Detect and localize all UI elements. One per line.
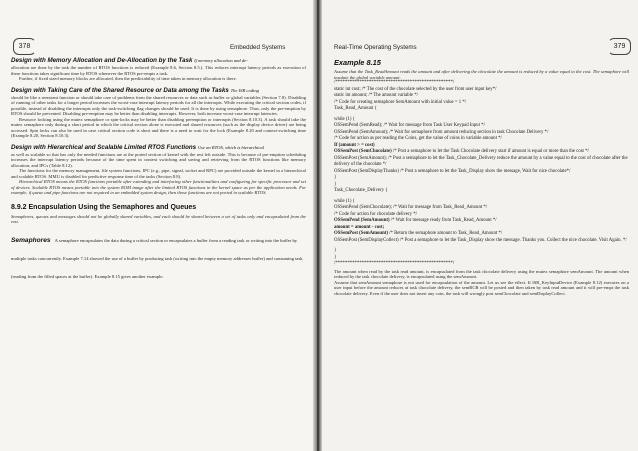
code-line: } (334, 175, 337, 180)
code-line: OSSemPost (SemAmount); /* Post a semaphore to let the Task_Chocolate_Delivery reduce the amount by a value equal to the cost of chocolate after the delivery of the chocolate */ (334, 155, 628, 167)
code-line: If (amount > = cost) (334, 142, 375, 148)
heading-shared-resource: Design with Taking Care of the Shared Resource or Data among the Tasks The ISR coding (11, 86, 259, 94)
code-line: amount = amount - cost; (334, 224, 385, 230)
para-shared-resource: should be like a reentrant function or should take care of problems from the shared resources or data such as buffer or global variables (Section 7.8). Disabling of running of other tasks for a longer period increases the worst-case interrupt latency periods for all the interrupts. While executing the critical section codes, if possible, instead of disabling the interrupts only the task-switching flag changes should be used. It is done by using semaphore. Thus, only the pre-emption by RTOS should be prevented. Disabling pre-emption may be better than disabling interrupts. However, both increase worst-case interrupt latencies. (11, 94, 306, 116)
code-line: /* Code for action as per reading the Coins, get the value of coins in variable amount */ (334, 136, 502, 141)
para-resource-locking: Resource locking using the mutex semaphore or spin-locks may be better than disabling preemption or interrupts (Section 8.10.3). A task should take the mutex semaphore only during a short period in which the critical section alone is executed and shared resources (such as the display device driver) are being accessed. Spin locks can also be used in case critical section code is short and there is a need to wait for the lock (Example 8.20 and context-switching time (Example 8.20, Section 8.10.3). (11, 116, 306, 138)
code-line: OSSemPost (SemDisplayCollect) /* Post a semaphore to let the Task_Display show the message. Thanks you. Collect the nice chocolate. Visit Again. */ (334, 237, 627, 243)
left-content (11, 57, 306, 283)
code-block (334, 87, 629, 262)
para-memory-management: The functions for the memory management, file system functions, IPC (e.g., pipe, signal, socket and RPC) are provided outside the kernel in a hierarchical and scalable RTOS. MMU is disabled for predictive response time of the tasks (Section 8.8). (11, 168, 306, 179)
code-line: static int amount; /* The amount variable */ (334, 93, 418, 98)
code-line: } (334, 181, 337, 187)
heading-memory-allocation: Design with Memory Allocation and De-Allocation by the Task If memory allocation and de- (11, 57, 248, 64)
code-line: while (1) { (334, 198, 355, 204)
code-separator-bottom: /*************************************************/ (334, 261, 455, 266)
code-line: } (334, 248, 337, 253)
left-page (0, 0, 313, 451)
code-line: /* Code for creating semaphore SemAmount with initial value = 1 */ (334, 99, 467, 105)
code-line: OSSemPost (SemChocolate) /* Post a semaphore to let the Task Chocolate delivery start if amount is equal or more than the cost */ (334, 149, 589, 154)
section-heading-encapsulation: 8.9.2 Encapsulation Using the Semaphores and Queues (11, 203, 197, 211)
code-line: OSSemPend (SemChocolate); /* Wait for message from Task_Read_Amount */ (334, 205, 488, 210)
book-gutter (313, 0, 322, 451)
code-line: Task_Read_Amount { (334, 106, 377, 111)
para-encapsulation-intro: Semaphores, queues and messages should not be globally shared variables, and each should be shared between a set of tasks only and encapsulated from the rest. (11, 213, 306, 224)
para-hierarchical-rtos: as well as scalable so that has only the needed functions are at the ported section of kernel with the rest left outside. This is because of pre-emption scheduling increases the interrupt latency periods because of the time spent in context switching and saving and retrieving from the RTOS functions like memory allocation, and IPCs (Table 8.12). (11, 151, 306, 168)
left-running-header: Embedded Systems (230, 44, 286, 51)
code-separator-top: /*************************************************/ (334, 80, 455, 85)
code-line: OSSemPost (SemDisplayThanks) /* Post a semaphore to let the Task_Display show the message, Wait for nice chocolate*/ (334, 168, 571, 174)
para-memory-allocation: allocation are done by the task the number of RTOS functions is reduced (Example 8.6, Section 8.5.). This reduces interrupt latency periods as execution of these functions takes significant time by RTOS whenever the RTOS pre-empts a task. (11, 65, 306, 76)
para-semaphores: A semaphore encapsulates the data during a critical section or encapsulates a buffer from a reading task or writing into the buffer by multiple tasks concurrently. Example 7.14 showed the use of a buffer by producing task (writing into the empty memory addresses buffer) and consuming task (reading from the filled spaces at the buffer). Example 8.15 gives another example. (11, 237, 303, 279)
para-fixed-blocks: Further, if fixed sized memory blocks are allocated, then the predictability of time taken in memory allocation is there. (19, 76, 237, 81)
right-running-header: Real-Time Operating Systems (334, 44, 417, 51)
code-line: OSSemPend (SemAmount); /* Wait for semaphore from amount reducing section in task Chocolate Delivery */ (334, 129, 549, 135)
code-line: } (334, 254, 337, 260)
right-page (322, 0, 638, 451)
example-intro: Assume that the Task_ReadAmount reads the amount and after delivering the chocolate the amount is reduced by a value equal to the cost. The semaphore will insulate the global variable amount. (334, 69, 629, 80)
example-title: Example 8.15 (334, 58, 381, 67)
left-page-number: 378 (13, 38, 36, 55)
code-line: OSSemPend (SemAmount) /* Wait for message ready from Task_Read_Amount */ (334, 218, 497, 223)
code-line: /* Code for action for chocolate delivery */ (334, 211, 417, 217)
code-line: OSSemPend (SemRead); /* Wait for message from Task User Keypad Input */ (334, 123, 485, 128)
right-page-number: 379 (608, 38, 631, 55)
code-line: static int cost; /* The cost of the chocolate selected by the user from user input key*/ (334, 86, 497, 92)
right-content (334, 58, 629, 296)
code-line: Task_Chocolate_Delivery { (334, 188, 388, 193)
code-line: OSSemPost (SemAmount) /* Return the semaphore amount to Task_Read_Amount */ (334, 231, 503, 236)
note-para-2: Assume that semAmount semaphore is not used for encapsulation of the amount. Let us see the effect. If ISR_KeyInputDevice (Example 8.12) executes on a user input before the amount reduces at task chocolate delivery, the semRCB will be posted and then taken by task read amount and it will pre-empt the task chocolate delivery. Even if the user does not insert any coin, the task will wrongly post semChocolate and semDisplayCollect. (334, 279, 629, 296)
note-para-1: The amount when read by the task read amount, is encapsulated from the task chocolate delivery using the mutex semaphore semAmount. The amount when reduced by the task chocolate delivery, is encapsulated using the semAmount. (334, 268, 629, 279)
subheading-semaphores: Semaphores (11, 236, 51, 244)
code-line: while (1) { (334, 116, 355, 122)
para-scalable-rtos: Hierarchical RTOS means the RTOS functions portable after extending and interfacing other functionalities and configuring for specific processor and set of devices. Scalable RTOS means portable into the system ROM image after the limited RTOS functions in the kernel space as per the application needs. For example, if queue and pipe functions are not required in an embedded system design, then those functions are not ported in scalable RTOS. (11, 179, 306, 195)
heading-hierarchical-rtos: Design with Hierarchical and Scalable Limited RTOS Functions Use an RTOS, which is hierarchical (11, 143, 264, 151)
